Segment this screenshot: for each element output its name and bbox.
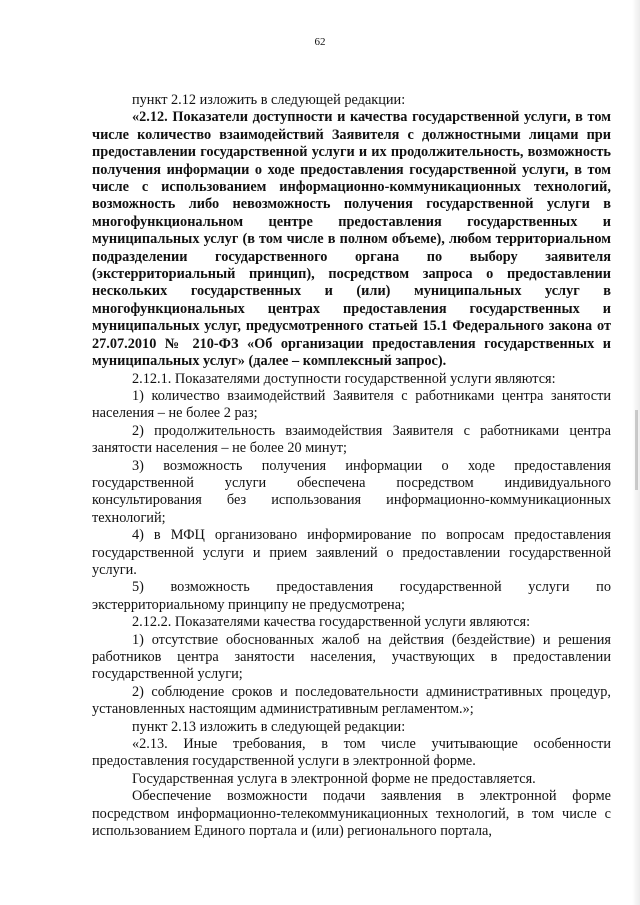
paragraph-2-12-heading: «2.12. Показатели доступности и качества государственной услуги, в том числе количество взаимодействий Заявителя с должностными лицами при предоставлении государственной услуги и их продолжительность, возможность получения информации о ходе предоставления государственной услуги, в том числе с использованием информационно-коммуникационных технологий, возможность либо невозможность получения государственной услуги в многофункциональном центре предоставления государственных и муниципальных услуг (в том числе в полном объеме), любом территориальном подразделении государственного органа по выбору заявителя (экстерриториальный принцип), посредством запроса о предоставлении нескольких государственных и (или) муниципальных услуг в многофункциональных центрах предоставления государственных и муниципальных услуг, предусмотренного статьей 15.1 Федерального закона от 27.07.2010 № 210-ФЗ «Об организации предоставления государственных и муниципальных услуг» (далее – комплексный запрос). xyxy=(92,109,611,370)
paragraph-electronic-form: Государственная услуга в электронной форме не предоставляется. xyxy=(132,770,536,787)
list-item-2: 2) продолжительность взаимодействия Заявителя с работниками центра занятости населения – не более 20 минут; xyxy=(92,422,611,457)
list-item-5: 5) возможность предоставления государственной услуги по экстерриториальному принципу не предусмотрена; xyxy=(92,579,611,613)
document-body xyxy=(92,92,611,840)
list-item-3: 3) возможность получения информации о ходе предоставления государственной услуги обеспечена посредством индивидуального консультирования без использования информационно-коммуникационных технологий; xyxy=(92,457,611,526)
quality-item-2: 2) соблюдение сроков и последовательности административных процедур, установленных настоящим административным регламентом.»; xyxy=(92,683,611,718)
quality-item-1: 1) отсутствие обоснованных жалоб на действия (бездействие) и решения работников центра занятости населения, участвующих в предоставлении государственной услуги; xyxy=(92,631,611,683)
page-number: 62 xyxy=(314,36,326,48)
paragraph-2-13-intro: пункт 2.13 изложить в следующей редакции: xyxy=(132,718,406,735)
list-item-4: 4) в МФЦ организовано информирование по вопросам предоставления государственной услуги и прием заявлений о предоставлении государственной услуги. xyxy=(92,527,611,578)
paragraph-2-12-1: 2.12.1. Показателями доступности государственной услуги являются: xyxy=(132,370,556,387)
paragraph-2-13: «2.13. Иные требования, в том числе учитывающие особенности предоставления государственной услуги в электронной форме. xyxy=(92,736,611,770)
list-item-1: 1) количество взаимодействий Заявителя с работниками центра занятости населения – не более 2 раз; xyxy=(92,387,611,422)
paragraph-2-12-2: 2.12.2. Показателями качества государственной услуги являются: xyxy=(132,614,531,631)
paragraph-1: пункт 2.12 изложить в следующей редакции: xyxy=(132,92,406,108)
scan-edge-mark xyxy=(635,410,638,490)
paragraph-provision: Обеспечение возможности подачи заявления в электронной форме посредством информационно-телекоммуникационных технологий, в том числе с использованием Единого портала и (или) регионального портала, xyxy=(92,788,611,840)
